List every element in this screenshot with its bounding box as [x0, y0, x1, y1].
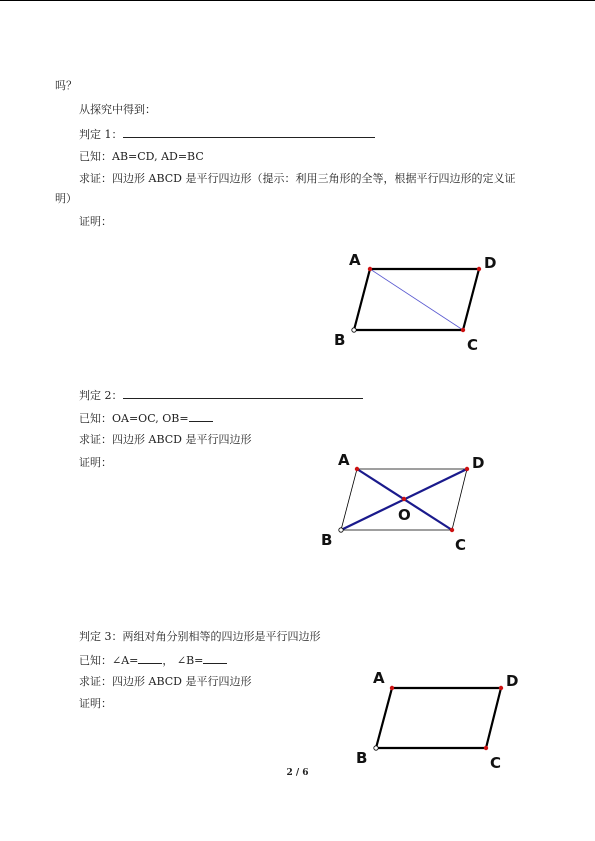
text-from-exploration: 从探究中得到：	[79, 103, 156, 116]
label-a2: A	[338, 451, 350, 469]
label-b2: B	[321, 531, 333, 549]
label-c: C	[467, 336, 479, 354]
label-b3: B	[356, 749, 368, 767]
label-d3: D	[506, 672, 519, 690]
j3-proof: 证明：	[79, 697, 112, 710]
label-o2: O	[398, 506, 411, 524]
label-d2: D	[472, 454, 485, 472]
label-c2: C	[455, 536, 467, 554]
text-ma: 吗？	[55, 79, 77, 92]
j1-known: 已知：AB=CD, AD=BC	[79, 150, 204, 163]
j2-prove: 求证：四边形 ABCD 是平行四边形	[79, 433, 252, 446]
j2-known-text: 已知：OA=OC, OB=	[79, 412, 189, 425]
j1-prove: 求证：四边形 ABCD 是平行四边形（提示：利用三角形的全等，根据平行四边形的定义证	[79, 172, 516, 185]
label-b: B	[334, 331, 346, 349]
label-a: A	[349, 251, 361, 269]
j1-prove-cont: 明）	[55, 192, 77, 205]
j3-prove: 求证：四边形 ABCD 是平行四边形	[79, 675, 252, 688]
vertex-d3-dot	[499, 686, 503, 690]
vertex-c3-dot	[484, 746, 488, 750]
judgement-3: 判定 3：两组对角分别相等的四边形是平行四边形	[79, 630, 321, 643]
judgement-2-label: 判定 2：	[79, 389, 123, 402]
vertex-a3-dot	[390, 686, 394, 690]
page-number: 2 / 6	[286, 768, 309, 778]
label-a3: A	[373, 669, 385, 687]
label-c3: C	[490, 754, 502, 772]
label-d: D	[484, 254, 497, 272]
j3-known-b: ， ∠B=	[162, 654, 204, 667]
j2-proof: 证明：	[79, 456, 112, 469]
parallelogram-abcd-3	[376, 688, 501, 748]
judgement-1-label: 判定 1：	[79, 128, 123, 141]
vertex-b3-dot	[374, 746, 378, 750]
j3-known-a: 已知：∠A=	[79, 654, 139, 667]
j1-proof: 证明：	[79, 215, 112, 228]
